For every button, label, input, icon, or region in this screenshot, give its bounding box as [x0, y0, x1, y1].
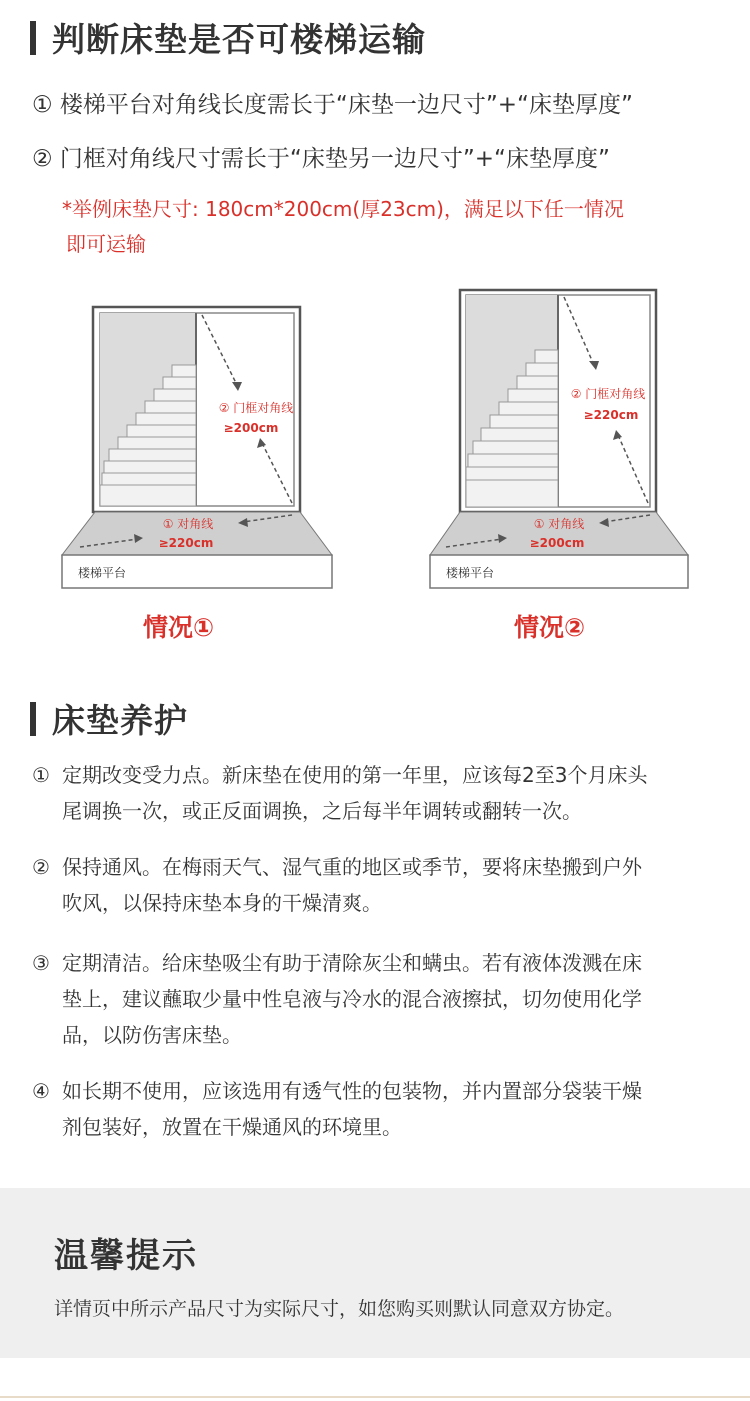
- care-item-4: [32, 1073, 722, 1145]
- case-label-1: 情况①: [143, 613, 215, 642]
- care-item-line: 剂包装好，放置在干燥通风的环境里。: [62, 1115, 402, 1139]
- door-diagonal-value-2: ≥220cm: [583, 408, 639, 422]
- rule-1: ① 楼梯平台对角线长度需长于“床垫一边尺寸”+“床垫厚度”: [32, 92, 633, 118]
- care-item-line: 品，以防伤害床垫。: [62, 1023, 242, 1047]
- title-bar: [30, 21, 36, 55]
- example-line-1: *举例床垫尺寸: 180cm*200cm(厚23cm)，满足以下任一情况: [62, 197, 624, 221]
- case-label-2: 情况②: [514, 613, 586, 642]
- floor-diagonal-label-1: ① 对角线: [162, 517, 214, 531]
- stair-diagram-2: [428, 285, 693, 590]
- tips-text: 详情页中所示产品尺寸为实际尺寸，如您购买则默认同意双方协定。: [54, 1298, 625, 1320]
- care-item-line: 如长期不使用，应该选用有透气性的包装物，并内置部分袋装干燥: [62, 1079, 642, 1103]
- section-title-text: 床垫养护: [52, 701, 188, 740]
- door-diagonal-label-1: ② 门框对角线: [218, 401, 294, 415]
- care-item-line: 吹风，以保持床垫本身的干燥清爽。: [62, 891, 382, 915]
- section-title-care: [30, 695, 188, 742]
- floor-diagonal-value-2: ≥200cm: [529, 536, 585, 550]
- care-item-3: [32, 945, 722, 1053]
- care-item-1: [32, 757, 722, 829]
- diagram-case-2: [428, 285, 693, 590]
- care-item-line: 垫上，建议蘸取少量中性皂液与冷水的混合液擦拭，切勿使用化学: [62, 987, 642, 1011]
- care-item-2: [32, 849, 722, 921]
- example-note: [62, 192, 702, 262]
- floor-diagonal-label-2: ① 对角线: [533, 517, 585, 531]
- section-title-transport: [30, 14, 426, 61]
- care-item-number: ①: [32, 763, 50, 787]
- care-item-number: ③: [32, 951, 50, 975]
- care-item-line: 尾调换一次，或正反面调换，之后每半年调转或翻转一次。: [62, 799, 582, 823]
- floor-diagonal-value-1: ≥220cm: [158, 536, 214, 550]
- tips-panel: [0, 1188, 750, 1358]
- platform-label-2: 楼梯平台: [446, 566, 495, 580]
- example-line-2: 即可运输: [66, 232, 146, 256]
- care-item-line: 定期改变受力点。新床垫在使用的第一年里，应该每2至3个月床头: [62, 763, 648, 787]
- tips-title: 温馨提示: [54, 1236, 198, 1276]
- title-bar: [30, 702, 36, 736]
- section-title-text: 判断床垫是否可楼梯运输: [52, 20, 426, 59]
- care-item-line: 保持通风。在梅雨天气、湿气重的地区或季节，要将床垫搬到户外: [62, 855, 642, 879]
- diagram-case-1: [60, 285, 335, 590]
- rule-2: ② 门框对角线尺寸需长于“床垫另一边尺寸”+“床垫厚度”: [32, 146, 610, 172]
- bottom-divider: [0, 1396, 750, 1398]
- care-item-line: 定期清洁。给床垫吸尘有助于清除灰尘和螨虫。若有液体泼溅在床: [62, 951, 642, 975]
- care-item-number: ②: [32, 855, 50, 879]
- stair-diagram-1: [60, 285, 335, 590]
- door-diagonal-label-2: ② 门框对角线: [570, 387, 646, 401]
- door-diagonal-value-1: ≥200cm: [223, 421, 279, 435]
- platform-label-1: 楼梯平台: [78, 566, 127, 580]
- care-item-number: ④: [32, 1079, 50, 1103]
